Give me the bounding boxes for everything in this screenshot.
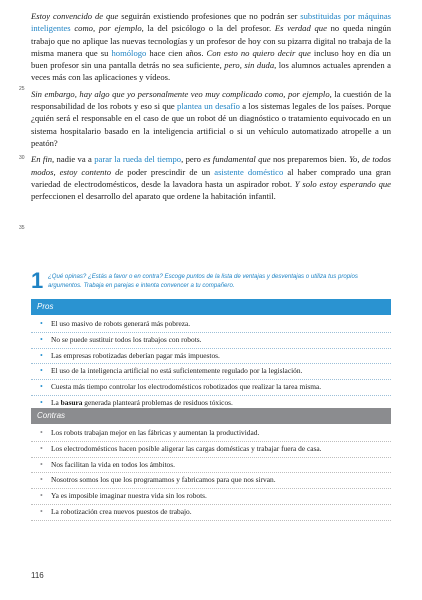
bullet-icon: • [40, 382, 43, 392]
bullet-icon: • [40, 443, 43, 453]
bullet-icon: • [40, 506, 43, 516]
highlight-asistente-domestico: asistente doméstico [214, 166, 284, 177]
list-item: • La robotización crea nuevos puestos de trabajo. [31, 505, 391, 521]
list-item: • No se puede sustituir todos los trabajos con robots. [31, 333, 391, 349]
bullet-icon: • [40, 491, 43, 501]
bullet-icon: • [40, 350, 43, 360]
highlight-rueda-tiempo: parar la rueda del tiempo [94, 154, 182, 165]
paragraph-3: En fin, nadie va a parar la rueda del tiempo, pero es fundamental que nos preparemos bien. Yo, de todos modos, estoy contento de poder prescindir de un asistente doméstico al haber comprado una gran variedad de electrodomésticos, desde la lavadora hasta un aspirador robot. Y solo estoy esperando que perfeccionen el desarrollo del aparato que ordene la habitación infantil. [31, 154, 391, 202]
bullet-icon: • [40, 366, 43, 376]
bullet-icon: • [40, 334, 43, 344]
list-item: • El uso de la inteligencia artificial no está suficientemente regulado por la legislación. [31, 364, 391, 380]
bullet-icon: • [40, 428, 43, 437]
line-number-30: 30 [19, 155, 25, 161]
highlight-homologo: homólogo [111, 47, 147, 58]
list-item: • Nosotros somos los que los programamos y fabricamos para que nos sirvan. [31, 473, 391, 489]
contras-header: Contras [31, 408, 391, 424]
bullet-icon: • [40, 459, 43, 469]
bold-word-basura: basura [60, 397, 83, 407]
list-item: • Las empresas robotizadas deberían pagar más impuestos. [31, 349, 391, 365]
contras-list [31, 426, 391, 521]
exercise-number: 1 [31, 268, 44, 293]
highlight-substituidas: substituidas por máquinas inteligentes [31, 11, 391, 34]
list-item: • Los robots trabajan mejor en las fábricas y aumentan la productividad. [31, 426, 391, 442]
highlight-plantea-desafio: plantea un desafío [177, 101, 240, 112]
page-number: 116 [31, 571, 44, 580]
paragraph-2: Sin embargo, hay algo que yo personalmente veo muy complicado como, por ejemplo, la cuestión de la responsabilidad de los robots y eso si que plantea un desafío a los sistemas legales de los países. Porque ¿quién será el responsable en el caso de que un robot dé un diagnóstico o tratamiento equivocado en un sistema hospitalario basado en la inteligencia artificial o si un vehículo automatizado atropelle a un peatón? [31, 88, 392, 148]
reading-text [31, 10, 391, 206]
pros-list [31, 317, 391, 412]
line-number-35: 35 [19, 225, 25, 231]
paragraph-1: Estoy convencido de que seguirán existiendo profesiones que no podrán ser substituidas por máquinas inteligentes como, por ejemplo, la del psicólogo o la del profesor. Es verdad que no queda ningún trabajo que no aplique las nuevas tecnologías y un profesor de hoy con su pizarra digital no trabaja de la misma manera que su homólogo hace cien años. Con esto no quiero decir que incluso hoy en día un buen profesor sin una pantalla detrás no sea suficiente, pero, sin duda, los alumnos actuales aprenden a veces más con las aplicaciones y vídeos. [31, 11, 392, 83]
list-item: • Cuesta más tiempo controlar los electrodomésticos robotizados que realizar la tarea misma. [31, 380, 391, 396]
line-number-25: 25 [19, 86, 25, 92]
bullet-icon: • [40, 319, 43, 328]
exercise-1 [31, 268, 391, 295]
bullet-icon: • [40, 475, 43, 485]
list-item: • Los electrodomésticos hacen posible aligerar las cargas domésticas y trabajar fuera de casa. [31, 442, 391, 458]
list-item: • Nos facilitan la vida en todos los ámbitos. [31, 458, 391, 474]
list-item: • El uso masivo de robots generará más pobreza. [31, 317, 391, 333]
exercise-instruction: ¿Qué opinas? ¿Estás a favor o en contra? Escoge puntos de la lista de ventajas y desventajas o utiliza tus propios argumentos. Trabaja en parejas e intenta convencer a tu compañero. [48, 273, 358, 289]
list-item: • La basura generada planteará problemas de residuos tóxicos. [31, 396, 391, 412]
list-item: • Ya es imposible imaginar nuestra vida sin los robots. [31, 489, 391, 505]
bullet-icon: • [40, 397, 43, 407]
pros-header: Pros [31, 299, 391, 315]
